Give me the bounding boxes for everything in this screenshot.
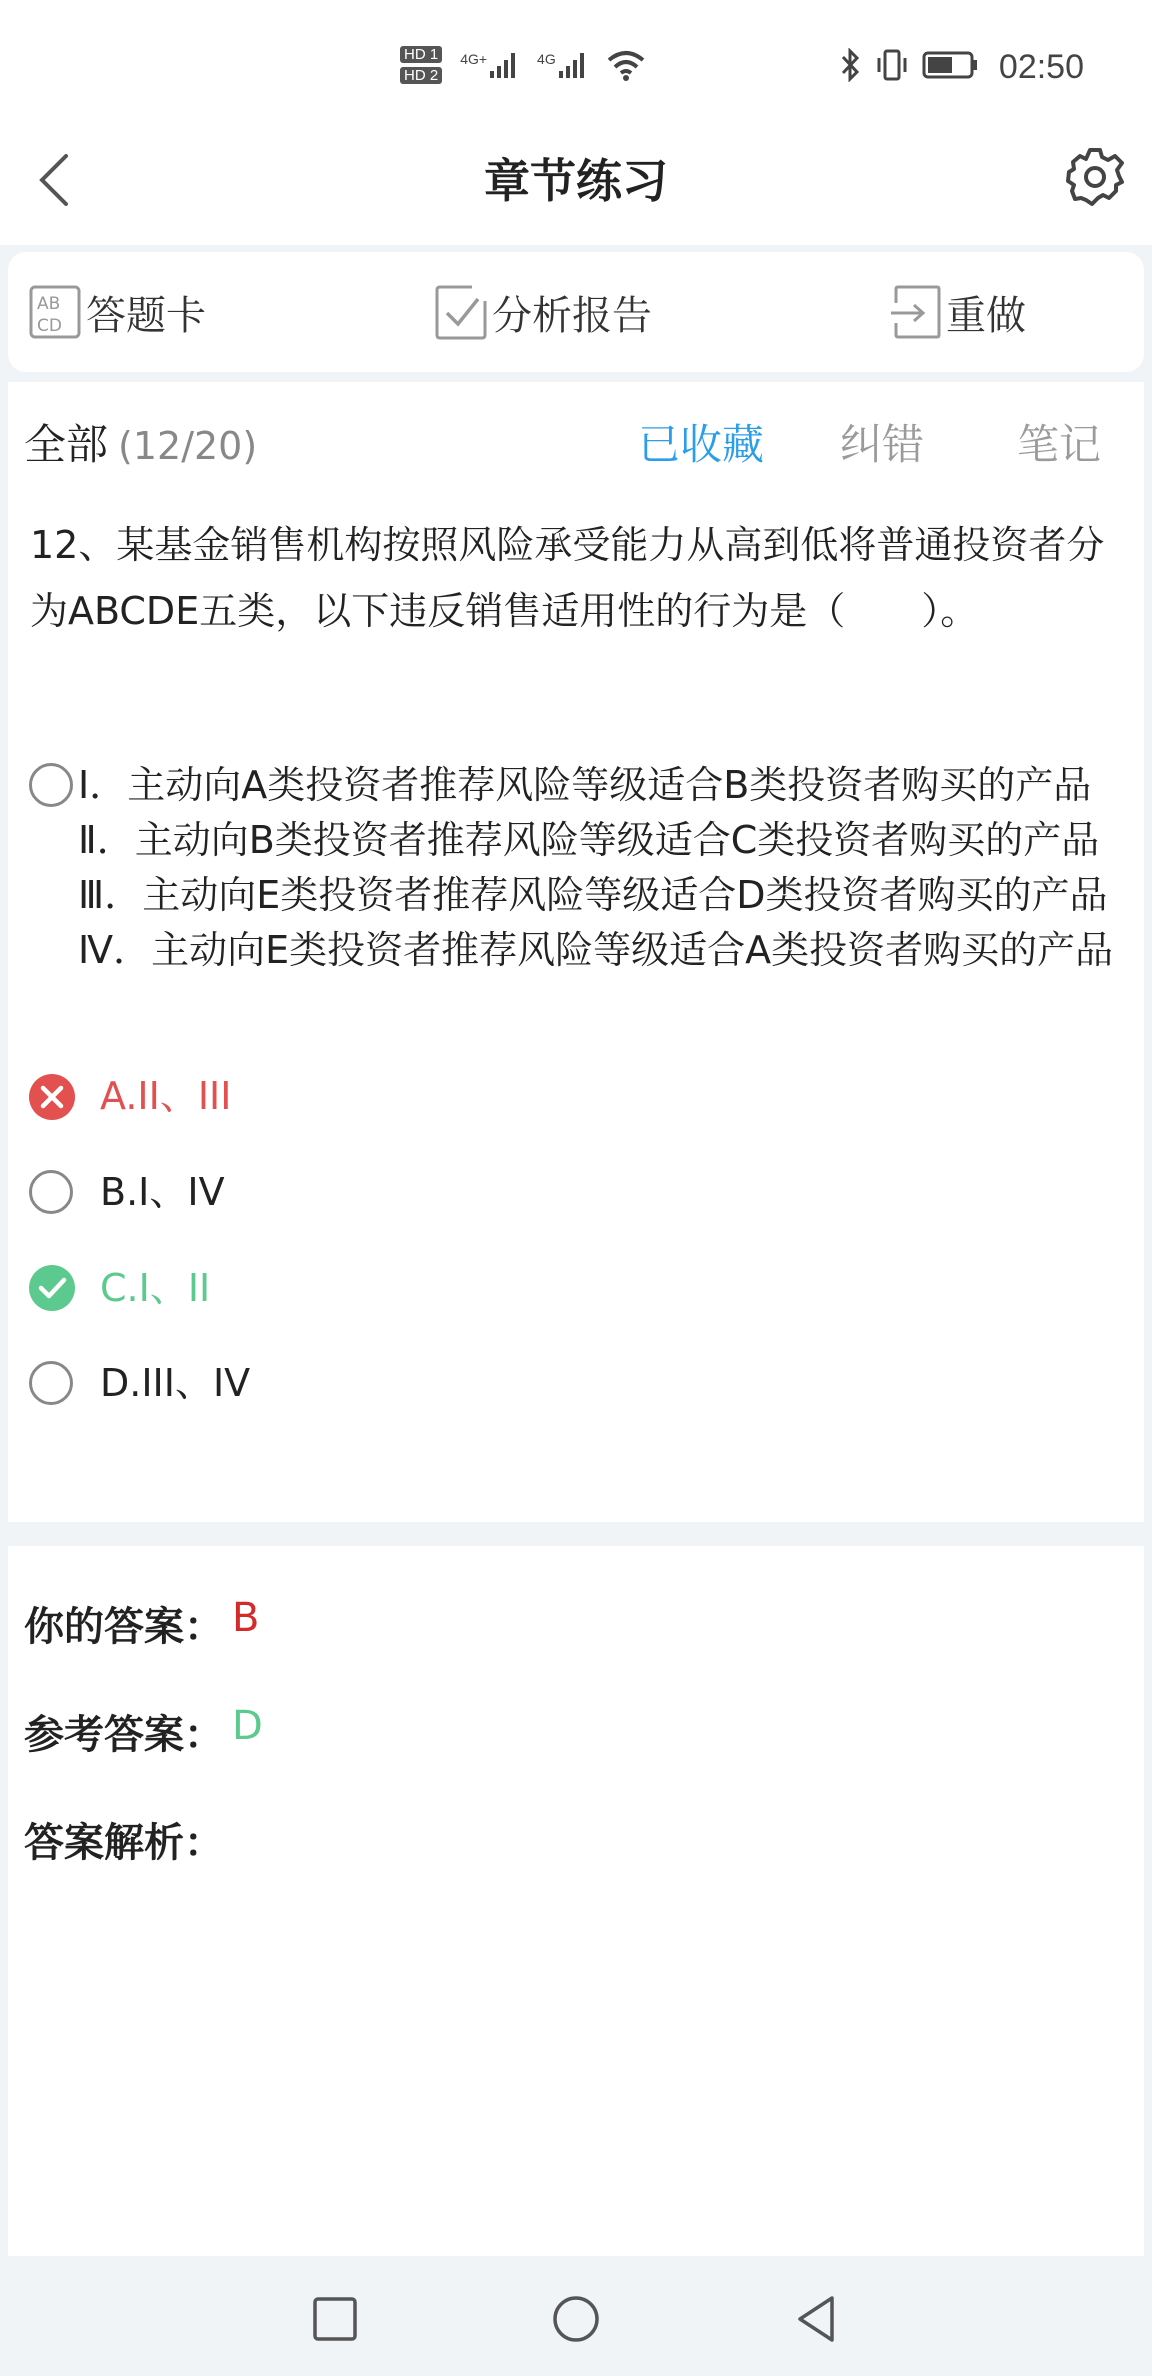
answer-card-label: 答题卡 bbox=[86, 292, 206, 339]
question-progress: (12/20) bbox=[118, 424, 258, 468]
network-indicators bbox=[400, 40, 646, 90]
your-answer-value: B bbox=[232, 1595, 260, 1641]
option-b-label[interactable]: B.I、IV bbox=[100, 1170, 225, 1214]
option-d-label[interactable]: D.III、IV bbox=[100, 1361, 251, 1405]
signal-1 bbox=[460, 51, 519, 79]
option-d-radio[interactable] bbox=[29, 1361, 73, 1405]
your-answer-label: 你的答案： bbox=[24, 1604, 224, 1650]
nav-back-icon[interactable] bbox=[794, 2294, 838, 2344]
redo-icon bbox=[888, 283, 942, 341]
network-type-1: 4G+ bbox=[460, 51, 488, 67]
system-indicators bbox=[840, 45, 980, 85]
report-check-icon bbox=[434, 283, 488, 341]
bluetooth-icon bbox=[840, 48, 862, 82]
signal-bars-icon bbox=[489, 51, 519, 79]
reference-answer-label: 参考答案： bbox=[24, 1712, 224, 1758]
tab-favorited[interactable]: 已收藏 bbox=[638, 420, 765, 469]
answer-card-button[interactable] bbox=[28, 282, 206, 342]
option-c-label[interactable]: C.I、II bbox=[100, 1266, 211, 1310]
stem-radio bbox=[29, 763, 73, 807]
signal-2 bbox=[537, 51, 588, 79]
sim-labels bbox=[400, 46, 442, 84]
filter-all[interactable] bbox=[24, 412, 257, 472]
battery-icon bbox=[922, 50, 980, 80]
analysis-report-button[interactable] bbox=[434, 282, 652, 342]
page-title: 章节练习 bbox=[484, 154, 668, 208]
svg-text:AB: AB bbox=[37, 294, 61, 314]
svg-text:CD: CD bbox=[37, 316, 62, 336]
option-a-label[interactable]: A.II、III bbox=[100, 1074, 232, 1118]
option-b-radio[interactable] bbox=[29, 1170, 73, 1214]
question-text: 12、某基金销售机构按照风险承受能力从高到低将普通投资者分为ABCDE五类，以下违反销售适用性的行为是（ ）。 bbox=[30, 523, 1105, 633]
tab-correction[interactable]: 纠错 bbox=[840, 420, 925, 469]
check-icon bbox=[28, 1264, 76, 1312]
option-c[interactable] bbox=[28, 1264, 76, 1316]
analysis-label: 答案解析： bbox=[24, 1820, 224, 1866]
signal-bars-icon bbox=[558, 51, 588, 79]
answer-panel bbox=[8, 1546, 1144, 2256]
network-type-2: 4G bbox=[537, 51, 556, 67]
redo-button[interactable] bbox=[888, 282, 1026, 342]
gear-icon[interactable] bbox=[1064, 146, 1126, 208]
option-a[interactable] bbox=[28, 1073, 76, 1125]
vibrate-icon bbox=[876, 48, 908, 82]
filter-all-label: 全部 bbox=[24, 420, 109, 469]
answer-card-icon bbox=[28, 283, 82, 341]
reference-answer-value: D bbox=[232, 1703, 263, 1749]
redo-label: 重做 bbox=[946, 292, 1026, 339]
home-icon[interactable] bbox=[551, 2294, 601, 2344]
tab-notes[interactable]: 笔记 bbox=[1017, 420, 1102, 469]
question-stem: Ⅰ．主动向A类投资者推荐风险等级适合B类投资者购买的产品Ⅱ．主动向B类投资者推荐风险等级适合C类投资者购买的产品Ⅲ．主动向E类投资者推荐风险等级适合D类投资者购买的产品Ⅳ．主动向E类投资者推荐风险等级适合A类投资者购买的产品 bbox=[78, 763, 1114, 972]
status-time: 02:50 bbox=[998, 48, 1084, 86]
sim2-label: HD 2 bbox=[400, 67, 442, 84]
recents-icon[interactable] bbox=[312, 2296, 358, 2342]
analysis-report-label: 分析报告 bbox=[492, 292, 652, 339]
wrong-icon bbox=[28, 1073, 76, 1121]
sim1-label: HD 1 bbox=[400, 46, 442, 63]
wifi-icon bbox=[606, 49, 646, 81]
